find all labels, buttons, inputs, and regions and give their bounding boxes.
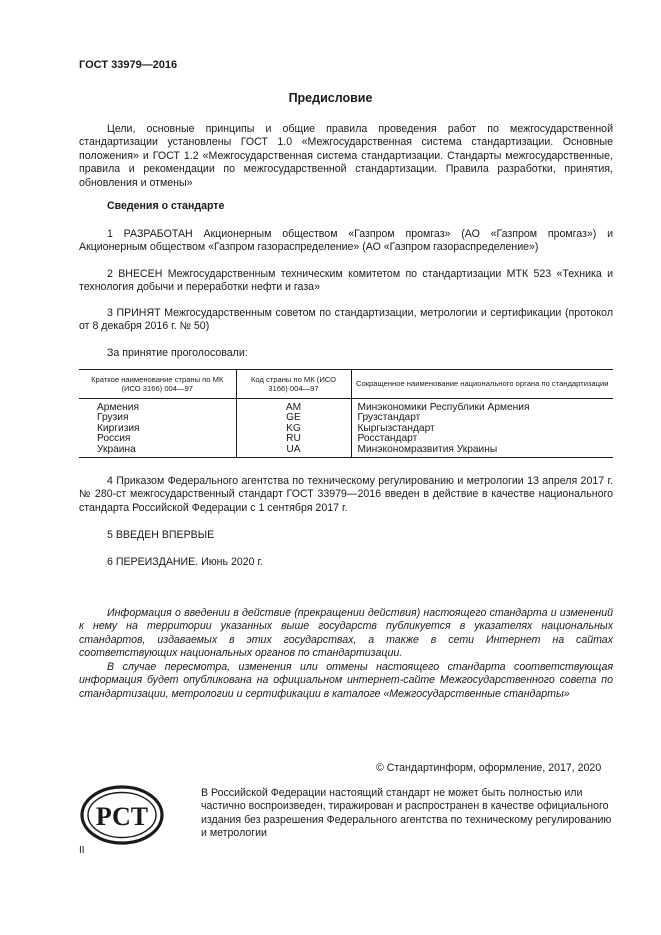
intro-paragraph: Цели, основные принципы и общие правила проведения работ по межгосударственной стандартизации установлены ГОСТ 1.0 «Межгосударственная система стандартизации. Основные положения» и ГОСТ 1.2 «Межгосударственная система стандартизации. Стандарты межгосударственные, правила и рекомендации по межгосударственной стандартизации. Правила разработки, принятия, обновления и отмены» bbox=[79, 123, 613, 189]
table-row bbox=[79, 413, 613, 423]
country-name: Киргизия bbox=[97, 422, 140, 434]
authority-name: Минэкономразвития Украины bbox=[351, 445, 613, 458]
rst-gost-logo-icon bbox=[80, 784, 164, 846]
country-code: UA bbox=[236, 445, 351, 458]
table-row bbox=[79, 399, 613, 414]
country-name: Украина bbox=[79, 445, 236, 458]
item-order: 4 Приказом Федерального агентства по техническому регулированию и метрологии 13 апреля 2017 г. № 280-ст межгосударственный стандарт ГОСТ 33979—2016 введен в действие в качестве национального стандарта Российской Федерации с 1 сентября 2017 г. bbox=[79, 475, 613, 514]
country-name: Армения bbox=[97, 402, 139, 413]
country-name: Россия bbox=[97, 433, 131, 445]
countries-table bbox=[79, 369, 613, 458]
item-submitted: 2 ВНЕСЕН Межгосударственным техническим комитетом по стандартизации МТК 523 «Техника и технология добычи и переработки нефти и газа» bbox=[79, 268, 613, 294]
document-header: ГОСТ 33979—2016 bbox=[79, 59, 178, 71]
table-header-code: Код страны по МК (ИСО 3166) 004—97 bbox=[236, 370, 351, 399]
page-number: II bbox=[79, 845, 85, 856]
authority-name: Грузстандарт bbox=[351, 413, 613, 423]
table-header-country: Краткое наименование страны по МК (ИСО 3166) 004—97 bbox=[79, 370, 236, 399]
page-title: Предисловие bbox=[288, 91, 373, 105]
country-code: KG bbox=[236, 424, 351, 434]
authority-name: Кыргызстандарт bbox=[351, 424, 613, 434]
country-code: RU bbox=[236, 434, 351, 444]
authority-name: Росстандарт bbox=[351, 434, 613, 444]
table-header-authority: Сокращенное наименование национального органа по стандартизации bbox=[351, 370, 613, 399]
item-reissue: 6 ПЕРЕИЗДАНИЕ. Июнь 2020 г. bbox=[107, 556, 264, 568]
country-name: Грузия bbox=[97, 412, 129, 424]
section-heading: Сведения о стандарте bbox=[107, 200, 225, 212]
table-row bbox=[79, 445, 613, 458]
table-row bbox=[79, 424, 613, 434]
item-developed: 1 РАЗРАБОТАН Акционерным обществом «Газпром промгаз» (АО «Газпром промгаз») и Акционерным обществом «Газпром газораспределение» (АО «Газпром газораспределение») bbox=[79, 228, 613, 254]
authority-name: Минэкономики Республики Армения bbox=[351, 399, 613, 414]
table-row bbox=[79, 434, 613, 444]
logo-text: РСТ bbox=[95, 802, 149, 831]
item-introduced: 5 ВВЕДЕН ВПЕРВЫЕ bbox=[107, 529, 215, 541]
item-adopted: 3 ПРИНЯТ Межгосударственным советом по стандартизации, метрологии и сертификации (протокол от 8 декабря 2016 г. № 50) bbox=[79, 307, 613, 333]
country-code: AM bbox=[236, 399, 351, 414]
voted-label: За принятие проголосовали: bbox=[107, 347, 248, 359]
info-paragraph-2: В случае пересмотра, изменения или отмены настоящего стандарта соответствующая информация будет опубликована на официальном интернет-сайте Межгосударственного совета по стандартизации, метрологии и сертификации в каталоге «Межгосударственные стандарты» bbox=[79, 661, 613, 700]
country-code: GE bbox=[236, 413, 351, 423]
table-header-row bbox=[79, 370, 613, 399]
copyright-line: © Стандартинформ, оформление, 2017, 2020 bbox=[376, 762, 602, 774]
info-paragraph-1: Информация о введении в действие (прекращении действия) настоящего стандарта и изменений к нему на территории указанных выше государств публикуется в указателях национальных стандартов, издаваемых в этих государствах, а также в сети Интернет на сайтах соответствующих национальных органов по стандартизации. bbox=[79, 607, 613, 660]
copyright-notice: В Российской Федерации настоящий стандарт не может быть полностью или частично воспроизведен, тиражирован и распространен в качестве официального издания без разрешения Федерального агентства по техническому регулированию и метрологии bbox=[201, 787, 612, 840]
